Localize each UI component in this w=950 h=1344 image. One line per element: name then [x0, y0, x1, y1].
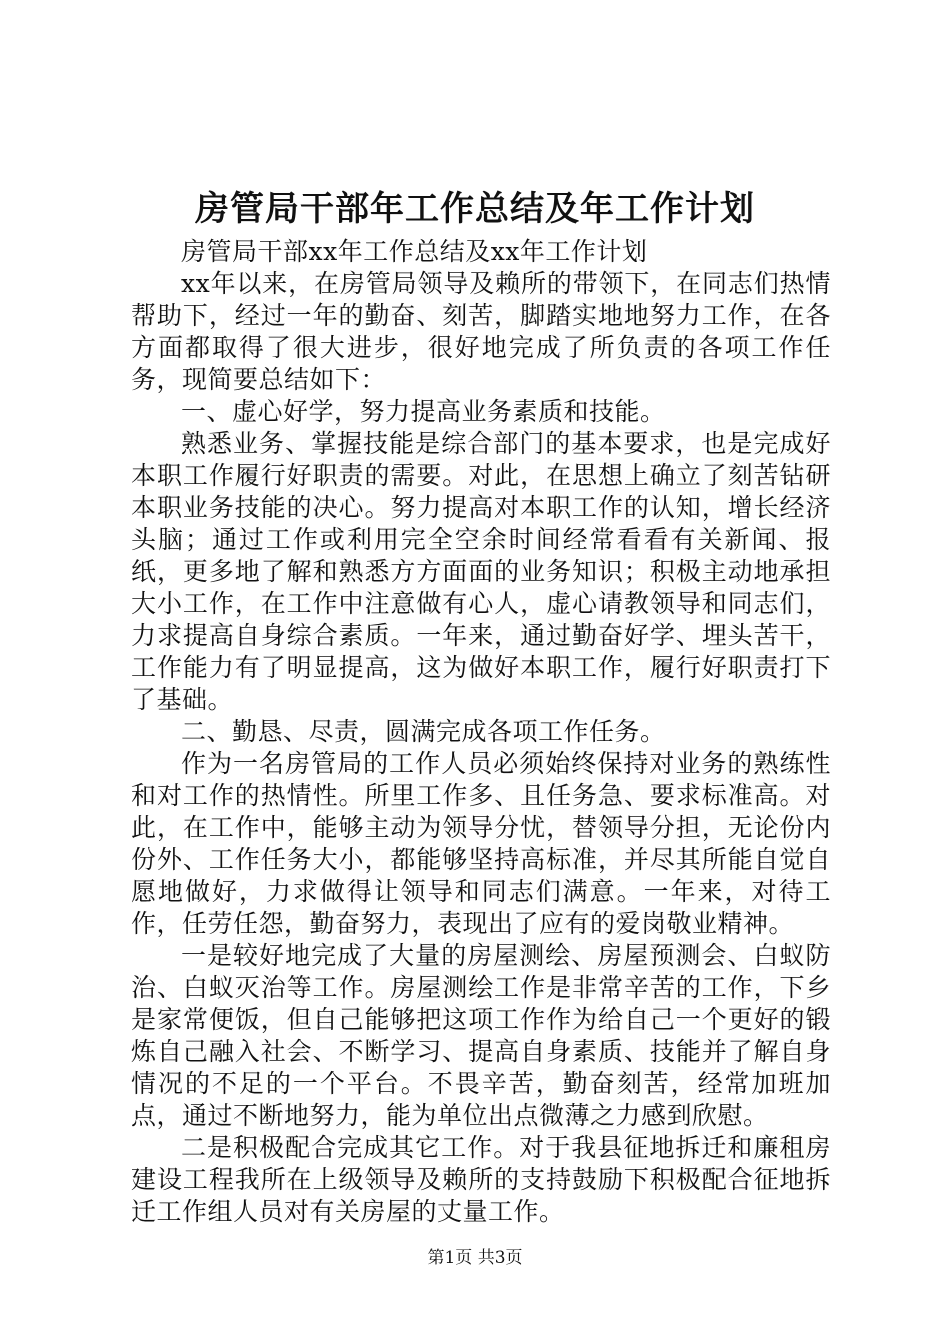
paragraph-item-2: 二是积极配合完成其它工作。对于我县征地拆迁和廉租房建设工程我所在上级领导及赖所的支持鼓励下积极配合征地拆迁工作组人员对有关房屋的丈量工作。 — [131, 1133, 831, 1226]
document-subtitle: 房管局干部xx年工作总结及xx年工作计划 — [181, 237, 648, 266]
paragraph-item-1: 一是较好地完成了大量的房屋测绘、房屋预测会、白蚁防治、白蚁灭治等工作。房屋测绘工作是非常辛苦的工作，下乡是家常便饭，但自己能够把这项工作作为给自己一个更好的锻炼自己融入社会、不断学习、提高自身素质、技能并了解自身情况的不足的一个平台。不畏辛苦，勤奋刻苦，经常加班加点，通过不断地努力，能为单位出点微薄之力感到欣慰。 — [131, 941, 831, 1130]
section-heading-1: 一、虚心好学，努力提高业务素质和技能。 — [181, 397, 666, 426]
page-footer: 第1页 共3页 — [427, 1248, 523, 1268]
paragraph-section-1: 熟悉业务、掌握技能是综合部门的基本要求，也是完成好本职工作履行好职责的需要。对此，在思想上确立了刻苦钻研本职业务技能的决心。努力提高对本职工作的认知，增长经济头脑；通过工作或利用完全空余时间经常看看有关新闻、报纸，更多地了解和熟悉方方面面的业务知识；积极主动地承担大小工作，在工作中注意做有心人，虚心请教领导和同志们，力求提高自身综合素质。一年来，通过勤奋好学、埋头苦干，工作能力有了明显提高，这为做好本职工作，履行好职责打下了基础。 — [131, 429, 831, 714]
document-body — [131, 236, 831, 1228]
document-title: 房管局干部年工作总结及年工作计划 — [195, 189, 755, 229]
paragraph-intro: xx年以来，在房管局领导及赖所的带领下，在同志们热情帮助下，经过一年的勤奋、刻苦，脚踏实地地努力工作，在各方面都取得了很大进步，很好地完成了所负责的各项工作任务，现简要总结如下： — [131, 269, 831, 394]
paragraph-section-2: 作为一名房管局的工作人员必须始终保持对业务的熟练性和对工作的热情性。所里工作多、且任务急、要求标准高。对此，在工作中，能够主动为领导分忧，替领导分担，无论份内份外、工作任务大小，都能够坚持高标准，并尽其所能自觉自愿地做好，力求做得让领导和同志们满意。一年来，对待工作，任劳任怨，勤奋努力，表现出了应有的爱岗敬业精神。 — [131, 749, 831, 938]
section-heading-2: 二、勤恳、尽责，圆满完成各项工作任务。 — [181, 717, 666, 746]
